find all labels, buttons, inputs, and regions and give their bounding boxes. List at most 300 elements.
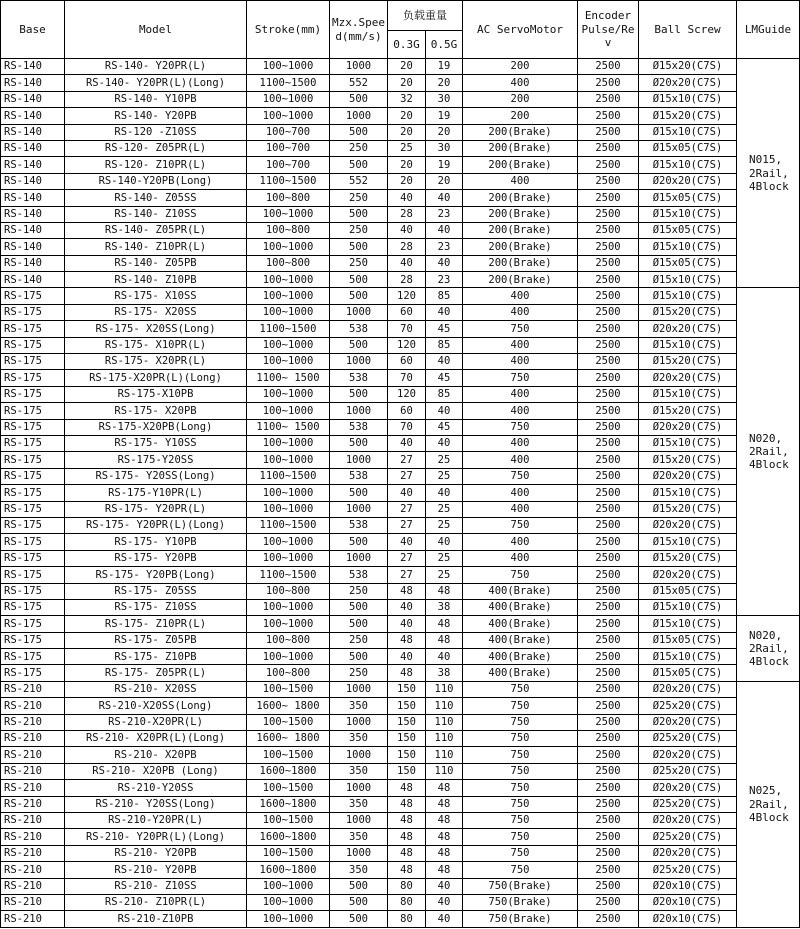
cell-encoder: 2500 bbox=[578, 75, 639, 91]
cell-servo-motor: 400 bbox=[463, 534, 578, 550]
cell-model: RS-175- X20SS bbox=[65, 304, 247, 320]
cell-lm-guide: N020, 2Rail, 4Block bbox=[737, 616, 800, 682]
cell-ball-screw: Ø15x20(C7S) bbox=[639, 59, 737, 75]
cell-base: RS-175 bbox=[1, 403, 65, 419]
cell-load-05g: 40 bbox=[426, 354, 463, 370]
cell-max-speed: 250 bbox=[330, 190, 388, 206]
cell-ball-screw: Ø20x20(C7S) bbox=[639, 173, 737, 189]
cell-load-03g: 48 bbox=[388, 862, 426, 878]
cell-ball-screw: Ø20x20(C7S) bbox=[639, 747, 737, 763]
cell-load-03g: 60 bbox=[388, 403, 426, 419]
cell-servo-motor: 400 bbox=[463, 288, 578, 304]
cell-load-05g: 20 bbox=[426, 124, 463, 140]
cell-load-05g: 110 bbox=[426, 763, 463, 779]
cell-servo-motor: 750 bbox=[463, 829, 578, 845]
cell-max-speed: 1000 bbox=[330, 108, 388, 124]
cell-servo-motor: 200(Brake) bbox=[463, 190, 578, 206]
cell-encoder: 2500 bbox=[578, 59, 639, 75]
cell-max-speed: 500 bbox=[330, 272, 388, 288]
cell-base: RS-175 bbox=[1, 386, 65, 402]
cell-base: RS-140 bbox=[1, 91, 65, 107]
table-row bbox=[1, 403, 800, 419]
cell-load-03g: 27 bbox=[388, 452, 426, 468]
cell-encoder: 2500 bbox=[578, 157, 639, 173]
table-row bbox=[1, 501, 800, 517]
cell-load-03g: 20 bbox=[388, 75, 426, 91]
cell-load-03g: 20 bbox=[388, 108, 426, 124]
cell-ball-screw: Ø15x05(C7S) bbox=[639, 140, 737, 156]
cell-encoder: 2500 bbox=[578, 517, 639, 533]
table-row bbox=[1, 222, 800, 238]
table-row bbox=[1, 698, 800, 714]
cell-model: RS-175-Y10PR(L) bbox=[65, 485, 247, 501]
cell-base: RS-140 bbox=[1, 255, 65, 271]
cell-servo-motor: 200(Brake) bbox=[463, 157, 578, 173]
cell-load-05g: 25 bbox=[426, 550, 463, 566]
cell-base: RS-140 bbox=[1, 59, 65, 75]
cell-base: RS-175 bbox=[1, 599, 65, 615]
cell-stroke: 100~1000 bbox=[247, 435, 330, 451]
cell-ball-screw: Ø20x20(C7S) bbox=[639, 370, 737, 386]
table-row bbox=[1, 780, 800, 796]
cell-model: RS-140- Z10SS bbox=[65, 206, 247, 222]
cell-base: RS-140 bbox=[1, 108, 65, 124]
cell-encoder: 2500 bbox=[578, 796, 639, 812]
cell-ball-screw: Ø15x20(C7S) bbox=[639, 108, 737, 124]
cell-ball-screw: Ø15x05(C7S) bbox=[639, 665, 737, 681]
cell-stroke: 100~1000 bbox=[247, 894, 330, 910]
cell-model: RS-175- Y20PB(Long) bbox=[65, 567, 247, 583]
cell-load-05g: 23 bbox=[426, 239, 463, 255]
cell-servo-motor: 400 bbox=[463, 337, 578, 353]
cell-encoder: 2500 bbox=[578, 599, 639, 615]
cell-max-speed: 500 bbox=[330, 894, 388, 910]
cell-load-03g: 60 bbox=[388, 304, 426, 320]
cell-servo-motor: 750 bbox=[463, 862, 578, 878]
cell-servo-motor: 200 bbox=[463, 91, 578, 107]
cell-load-03g: 40 bbox=[388, 485, 426, 501]
cell-base: RS-140 bbox=[1, 157, 65, 173]
cell-load-03g: 40 bbox=[388, 435, 426, 451]
cell-servo-motor: 750 bbox=[463, 567, 578, 583]
table-row bbox=[1, 747, 800, 763]
cell-stroke: 100~1500 bbox=[247, 812, 330, 828]
cell-model: RS-175- X20SS(Long) bbox=[65, 321, 247, 337]
cell-encoder: 2500 bbox=[578, 665, 639, 681]
cell-encoder: 2500 bbox=[578, 239, 639, 255]
cell-encoder: 2500 bbox=[578, 370, 639, 386]
cell-encoder: 2500 bbox=[578, 304, 639, 320]
cell-ball-screw: Ø15x20(C7S) bbox=[639, 501, 737, 517]
cell-model: RS-175- Z05PR(L) bbox=[65, 665, 247, 681]
cell-model: RS-175- Z10PB bbox=[65, 649, 247, 665]
cell-servo-motor: 400 bbox=[463, 354, 578, 370]
cell-encoder: 2500 bbox=[578, 714, 639, 730]
cell-load-05g: 48 bbox=[426, 796, 463, 812]
cell-load-03g: 48 bbox=[388, 583, 426, 599]
cell-encoder: 2500 bbox=[578, 845, 639, 861]
cell-ball-screw: Ø25x20(C7S) bbox=[639, 829, 737, 845]
cell-encoder: 2500 bbox=[578, 173, 639, 189]
cell-base: RS-210 bbox=[1, 862, 65, 878]
cell-stroke: 100~1000 bbox=[247, 534, 330, 550]
cell-stroke: 100~1000 bbox=[247, 501, 330, 517]
cell-load-05g: 40 bbox=[426, 190, 463, 206]
table-row bbox=[1, 616, 800, 632]
cell-model: RS-210-Y20PR(L) bbox=[65, 812, 247, 828]
cell-servo-motor: 400(Brake) bbox=[463, 583, 578, 599]
cell-max-speed: 552 bbox=[330, 173, 388, 189]
cell-max-speed: 500 bbox=[330, 485, 388, 501]
cell-base: RS-210 bbox=[1, 698, 65, 714]
cell-stroke: 100~1000 bbox=[247, 272, 330, 288]
cell-servo-motor: 750 bbox=[463, 321, 578, 337]
cell-encoder: 2500 bbox=[578, 763, 639, 779]
cell-base: RS-175 bbox=[1, 452, 65, 468]
cell-servo-motor: 400(Brake) bbox=[463, 649, 578, 665]
cell-ball-screw: Ø25x20(C7S) bbox=[639, 862, 737, 878]
cell-stroke: 100~1000 bbox=[247, 911, 330, 927]
cell-max-speed: 500 bbox=[330, 91, 388, 107]
cell-ball-screw: Ø20x10(C7S) bbox=[639, 911, 737, 927]
cell-load-05g: 85 bbox=[426, 386, 463, 402]
cell-base: RS-210 bbox=[1, 714, 65, 730]
cell-model: RS-140- Y20PB bbox=[65, 108, 247, 124]
cell-load-03g: 28 bbox=[388, 206, 426, 222]
table-row bbox=[1, 796, 800, 812]
cell-max-speed: 500 bbox=[330, 435, 388, 451]
cell-stroke: 100~1000 bbox=[247, 91, 330, 107]
table-row bbox=[1, 517, 800, 533]
cell-ball-screw: Ø20x20(C7S) bbox=[639, 714, 737, 730]
cell-max-speed: 500 bbox=[330, 911, 388, 927]
cell-servo-motor: 200(Brake) bbox=[463, 255, 578, 271]
cell-model: RS-140- Y20PR(L)(Long) bbox=[65, 75, 247, 91]
table-row bbox=[1, 681, 800, 697]
cell-lm-guide: N015, 2Rail, 4Block bbox=[737, 59, 800, 288]
cell-stroke: 100~1000 bbox=[247, 239, 330, 255]
cell-base: RS-175 bbox=[1, 354, 65, 370]
table-row bbox=[1, 354, 800, 370]
table-row bbox=[1, 452, 800, 468]
cell-servo-motor: 200(Brake) bbox=[463, 140, 578, 156]
cell-max-speed: 1000 bbox=[330, 747, 388, 763]
cell-stroke: 100~1000 bbox=[247, 108, 330, 124]
cell-load-05g: 40 bbox=[426, 222, 463, 238]
cell-encoder: 2500 bbox=[578, 190, 639, 206]
cell-servo-motor: 750 bbox=[463, 796, 578, 812]
cell-stroke: 1600~1800 bbox=[247, 829, 330, 845]
table-row bbox=[1, 632, 800, 648]
cell-servo-motor: 400(Brake) bbox=[463, 616, 578, 632]
cell-load-05g: 25 bbox=[426, 517, 463, 533]
cell-load-03g: 70 bbox=[388, 370, 426, 386]
cell-load-03g: 70 bbox=[388, 321, 426, 337]
cell-load-03g: 48 bbox=[388, 812, 426, 828]
cell-base: RS-175 bbox=[1, 485, 65, 501]
cell-max-speed: 500 bbox=[330, 534, 388, 550]
cell-load-03g: 150 bbox=[388, 714, 426, 730]
cell-encoder: 2500 bbox=[578, 780, 639, 796]
cell-load-05g: 110 bbox=[426, 747, 463, 763]
cell-servo-motor: 750 bbox=[463, 812, 578, 828]
cell-encoder: 2500 bbox=[578, 354, 639, 370]
cell-servo-motor: 750 bbox=[463, 468, 578, 484]
cell-max-speed: 538 bbox=[330, 468, 388, 484]
table-row bbox=[1, 435, 800, 451]
cell-base: RS-175 bbox=[1, 665, 65, 681]
cell-servo-motor: 200(Brake) bbox=[463, 124, 578, 140]
cell-load-05g: 40 bbox=[426, 435, 463, 451]
cell-max-speed: 250 bbox=[330, 255, 388, 271]
cell-load-03g: 28 bbox=[388, 239, 426, 255]
cell-load-03g: 27 bbox=[388, 501, 426, 517]
cell-load-03g: 27 bbox=[388, 550, 426, 566]
cell-stroke: 100~1500 bbox=[247, 845, 330, 861]
cell-load-03g: 40 bbox=[388, 190, 426, 206]
cell-ball-screw: Ø25x20(C7S) bbox=[639, 731, 737, 747]
cell-load-05g: 48 bbox=[426, 616, 463, 632]
cell-max-speed: 538 bbox=[330, 370, 388, 386]
cell-load-03g: 40 bbox=[388, 255, 426, 271]
cell-servo-motor: 750 bbox=[463, 517, 578, 533]
cell-servo-motor: 750(Brake) bbox=[463, 894, 578, 910]
cell-stroke: 1600~1800 bbox=[247, 796, 330, 812]
header-load-05g: 0.5G bbox=[426, 31, 463, 59]
cell-servo-motor: 400 bbox=[463, 485, 578, 501]
cell-ball-screw: Ø15x05(C7S) bbox=[639, 255, 737, 271]
cell-load-05g: 19 bbox=[426, 59, 463, 75]
cell-encoder: 2500 bbox=[578, 911, 639, 927]
cell-encoder: 2500 bbox=[578, 485, 639, 501]
cell-max-speed: 1000 bbox=[330, 59, 388, 75]
cell-stroke: 100~700 bbox=[247, 157, 330, 173]
header-lm-guide: LMGuide bbox=[737, 1, 800, 59]
cell-servo-motor: 400 bbox=[463, 501, 578, 517]
cell-load-03g: 20 bbox=[388, 173, 426, 189]
table-row bbox=[1, 534, 800, 550]
cell-load-03g: 28 bbox=[388, 272, 426, 288]
cell-load-05g: 40 bbox=[426, 534, 463, 550]
cell-load-03g: 150 bbox=[388, 698, 426, 714]
table-row bbox=[1, 386, 800, 402]
cell-base: RS-210 bbox=[1, 731, 65, 747]
cell-load-05g: 25 bbox=[426, 468, 463, 484]
cell-servo-motor: 400(Brake) bbox=[463, 599, 578, 615]
table-row bbox=[1, 206, 800, 222]
header-max-speed: Mzx.Speed(mm/s) bbox=[330, 1, 388, 59]
cell-servo-motor: 750 bbox=[463, 763, 578, 779]
cell-model: RS-210- X20SS bbox=[65, 681, 247, 697]
cell-load-03g: 40 bbox=[388, 534, 426, 550]
cell-servo-motor: 200(Brake) bbox=[463, 206, 578, 222]
cell-model: RS-175- Z05PB bbox=[65, 632, 247, 648]
cell-ball-screw: Ø15x10(C7S) bbox=[639, 239, 737, 255]
cell-encoder: 2500 bbox=[578, 583, 639, 599]
table-row bbox=[1, 239, 800, 255]
cell-encoder: 2500 bbox=[578, 894, 639, 910]
cell-encoder: 2500 bbox=[578, 501, 639, 517]
cell-model: RS-175- Z05SS bbox=[65, 583, 247, 599]
cell-model: RS-175- Y20SS(Long) bbox=[65, 468, 247, 484]
cell-model: RS-210- Y20PR(L)(Long) bbox=[65, 829, 247, 845]
cell-stroke: 100~1000 bbox=[247, 337, 330, 353]
cell-encoder: 2500 bbox=[578, 747, 639, 763]
cell-base: RS-175 bbox=[1, 550, 65, 566]
cell-max-speed: 1000 bbox=[330, 452, 388, 468]
cell-load-03g: 80 bbox=[388, 878, 426, 894]
cell-encoder: 2500 bbox=[578, 403, 639, 419]
cell-ball-screw: Ø15x10(C7S) bbox=[639, 206, 737, 222]
cell-load-03g: 120 bbox=[388, 386, 426, 402]
cell-model: RS-210- Z10PR(L) bbox=[65, 894, 247, 910]
cell-max-speed: 1000 bbox=[330, 780, 388, 796]
cell-load-03g: 48 bbox=[388, 665, 426, 681]
cell-base: RS-175 bbox=[1, 632, 65, 648]
cell-base: RS-175 bbox=[1, 288, 65, 304]
cell-model: RS-120- Z10PR(L) bbox=[65, 157, 247, 173]
cell-ball-screw: Ø15x10(C7S) bbox=[639, 616, 737, 632]
cell-ball-screw: Ø20x20(C7S) bbox=[639, 321, 737, 337]
cell-model: RS-140- Y10PB bbox=[65, 91, 247, 107]
cell-servo-motor: 400 bbox=[463, 435, 578, 451]
cell-ball-screw: Ø15x10(C7S) bbox=[639, 534, 737, 550]
cell-ball-screw: Ø15x10(C7S) bbox=[639, 599, 737, 615]
cell-encoder: 2500 bbox=[578, 616, 639, 632]
cell-model: RS-210-Z10PB bbox=[65, 911, 247, 927]
cell-encoder: 2500 bbox=[578, 222, 639, 238]
cell-load-05g: 38 bbox=[426, 665, 463, 681]
header-base: Base bbox=[1, 1, 65, 59]
cell-load-05g: 48 bbox=[426, 583, 463, 599]
cell-load-05g: 85 bbox=[426, 288, 463, 304]
cell-ball-screw: Ø15x10(C7S) bbox=[639, 91, 737, 107]
cell-lm-guide: N025, 2Rail, 4Block bbox=[737, 681, 800, 927]
cell-ball-screw: Ø15x10(C7S) bbox=[639, 649, 737, 665]
cell-stroke: 100~1000 bbox=[247, 206, 330, 222]
cell-ball-screw: Ø15x20(C7S) bbox=[639, 452, 737, 468]
cell-model: RS-140- Z10PB bbox=[65, 272, 247, 288]
cell-model: RS-175- Y10SS bbox=[65, 435, 247, 451]
cell-stroke: 100~1000 bbox=[247, 288, 330, 304]
table-row bbox=[1, 599, 800, 615]
table-row bbox=[1, 763, 800, 779]
cell-ball-screw: Ø20x20(C7S) bbox=[639, 681, 737, 697]
cell-base: RS-210 bbox=[1, 796, 65, 812]
cell-ball-screw: Ø15x10(C7S) bbox=[639, 435, 737, 451]
cell-stroke: 1600~ 1800 bbox=[247, 731, 330, 747]
cell-ball-screw: Ø15x20(C7S) bbox=[639, 550, 737, 566]
cell-base: RS-175 bbox=[1, 616, 65, 632]
header-ball-screw: Ball Screw bbox=[639, 1, 737, 59]
cell-max-speed: 1000 bbox=[330, 304, 388, 320]
cell-base: RS-210 bbox=[1, 894, 65, 910]
cell-model: RS-210- Y20PB bbox=[65, 862, 247, 878]
cell-ball-screw: Ø20x20(C7S) bbox=[639, 517, 737, 533]
cell-load-03g: 70 bbox=[388, 419, 426, 435]
cell-max-speed: 250 bbox=[330, 665, 388, 681]
cell-stroke: 1600~1800 bbox=[247, 862, 330, 878]
cell-encoder: 2500 bbox=[578, 812, 639, 828]
cell-max-speed: 1000 bbox=[330, 354, 388, 370]
cell-load-05g: 19 bbox=[426, 108, 463, 124]
cell-stroke: 1100~1500 bbox=[247, 173, 330, 189]
cell-model: RS-210-X20SS(Long) bbox=[65, 698, 247, 714]
table-row bbox=[1, 583, 800, 599]
cell-encoder: 2500 bbox=[578, 862, 639, 878]
cell-servo-motor: 200 bbox=[463, 59, 578, 75]
cell-stroke: 100~1000 bbox=[247, 485, 330, 501]
cell-lm-guide: N020, 2Rail, 4Block bbox=[737, 288, 800, 616]
cell-load-05g: 40 bbox=[426, 304, 463, 320]
cell-base: RS-210 bbox=[1, 878, 65, 894]
cell-base: RS-210 bbox=[1, 780, 65, 796]
cell-load-03g: 20 bbox=[388, 59, 426, 75]
table-row bbox=[1, 649, 800, 665]
cell-max-speed: 500 bbox=[330, 288, 388, 304]
cell-servo-motor: 200 bbox=[463, 108, 578, 124]
cell-model: RS-120- Z05PR(L) bbox=[65, 140, 247, 156]
cell-base: RS-175 bbox=[1, 583, 65, 599]
cell-max-speed: 1000 bbox=[330, 403, 388, 419]
cell-model: RS-140- Z10PR(L) bbox=[65, 239, 247, 255]
table-row bbox=[1, 75, 800, 91]
cell-encoder: 2500 bbox=[578, 419, 639, 435]
cell-max-speed: 500 bbox=[330, 206, 388, 222]
cell-stroke: 100~1000 bbox=[247, 354, 330, 370]
cell-model: RS-175-Y20SS bbox=[65, 452, 247, 468]
cell-stroke: 1100~ 1500 bbox=[247, 370, 330, 386]
cell-stroke: 100~1000 bbox=[247, 878, 330, 894]
cell-stroke: 100~1000 bbox=[247, 403, 330, 419]
cell-model: RS-175- X20PB bbox=[65, 403, 247, 419]
cell-load-05g: 85 bbox=[426, 337, 463, 353]
table-row bbox=[1, 731, 800, 747]
cell-base: RS-210 bbox=[1, 845, 65, 861]
cell-ball-screw: Ø20x20(C7S) bbox=[639, 845, 737, 861]
cell-ball-screw: Ø15x05(C7S) bbox=[639, 190, 737, 206]
cell-load-03g: 48 bbox=[388, 829, 426, 845]
header-encoder: Encoder Pulse/Rev bbox=[578, 1, 639, 59]
cell-load-05g: 48 bbox=[426, 845, 463, 861]
cell-base: RS-140 bbox=[1, 272, 65, 288]
cell-load-05g: 23 bbox=[426, 206, 463, 222]
table-row bbox=[1, 140, 800, 156]
table-row bbox=[1, 173, 800, 189]
cell-base: RS-140 bbox=[1, 190, 65, 206]
cell-load-05g: 25 bbox=[426, 452, 463, 468]
table-row bbox=[1, 714, 800, 730]
cell-load-03g: 80 bbox=[388, 894, 426, 910]
cell-model: RS-175- Y20PR(L)(Long) bbox=[65, 517, 247, 533]
cell-load-05g: 30 bbox=[426, 91, 463, 107]
cell-servo-motor: 400 bbox=[463, 173, 578, 189]
cell-base: RS-175 bbox=[1, 435, 65, 451]
cell-encoder: 2500 bbox=[578, 632, 639, 648]
cell-load-05g: 40 bbox=[426, 911, 463, 927]
cell-model: RS-140- Z05PR(L) bbox=[65, 222, 247, 238]
cell-model: RS-140-Y20PB(Long) bbox=[65, 173, 247, 189]
cell-max-speed: 1000 bbox=[330, 501, 388, 517]
cell-load-05g: 40 bbox=[426, 403, 463, 419]
cell-model: RS-210- X20PB bbox=[65, 747, 247, 763]
cell-encoder: 2500 bbox=[578, 255, 639, 271]
cell-model: RS-210-X20PR(L) bbox=[65, 714, 247, 730]
cell-base: RS-175 bbox=[1, 321, 65, 337]
cell-max-speed: 500 bbox=[330, 239, 388, 255]
cell-base: RS-175 bbox=[1, 649, 65, 665]
cell-model: RS-175- Y20PR(L) bbox=[65, 501, 247, 517]
